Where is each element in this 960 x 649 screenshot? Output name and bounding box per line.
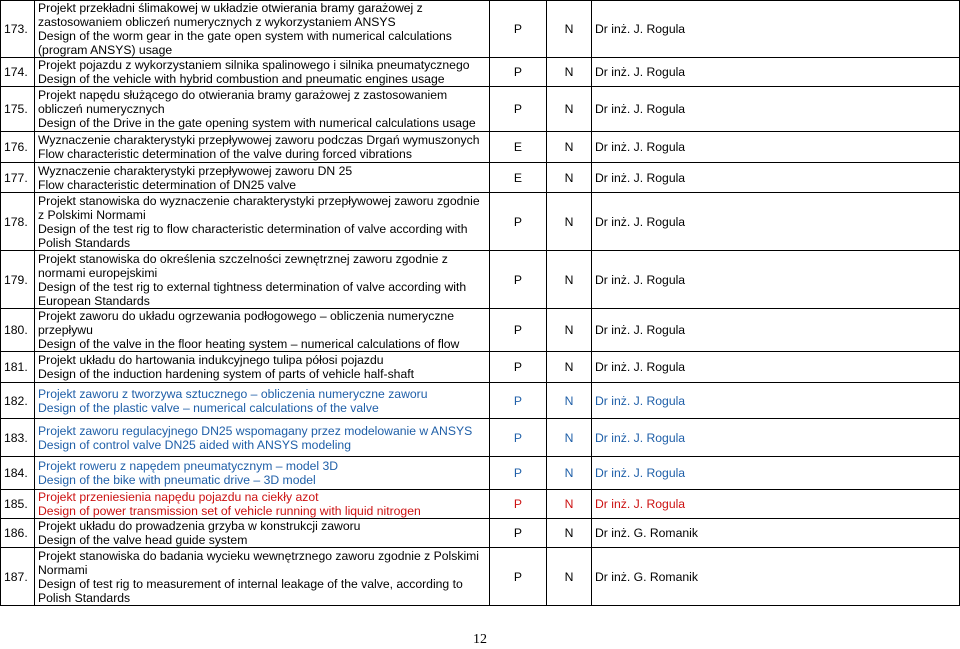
table-row [1,163,960,193]
supervisor: Dr inż. J. Rogula [592,251,960,309]
topic-english: Design of the vehicle with hybrid combustion and pneumatic engines usage [38,72,445,86]
language-code: P [490,193,547,251]
language-code: P [490,419,547,457]
topic-polish: Projekt przekładni ślimakowej w układzie otwierania bramy garażowej z zastosowaniem obliczeń numerycznych z wykorzystaniem ANSYS [38,1,423,29]
type-code: N [547,1,592,58]
row-number: 178. [1,193,35,251]
topic-english: Design of the valve head guide system [38,533,248,547]
type-code: N [547,383,592,419]
row-number: 182. [1,383,35,419]
language-code: E [490,163,547,193]
topic-english: Design of test rig to measurement of internal leakage of the valve, according to Polish Standards [38,576,463,605]
topic-english: Design of the valve in the floor heating system – numerical calculations of flow [38,337,460,351]
type-code: N [547,490,592,519]
topic-cell [35,309,490,352]
topic-english: Design of the Drive in the gate opening system with numerical calculations usage [38,116,476,130]
table-row [1,1,960,58]
topic-english: Design of control valve DN25 aided with ANSYS modeling [38,437,351,452]
language-code: P [490,490,547,519]
supervisor: Dr inż. J. Rogula [592,87,960,132]
topic-english: Flow characteristic determination of the valve during forced vibrations [38,147,412,161]
table-row [1,352,960,383]
topic-polish: Projekt układu do prowadzenia grzyba w konstrukcji zaworu [38,519,361,533]
supervisor: Dr inż. G. Romanik [592,519,960,548]
topic-polish: Projekt zaworu do układu ogrzewania podłogowego – obliczenia numeryczne przepływu [38,309,454,337]
row-number: 176. [1,132,35,163]
topic-polish: Wyznaczenie charakterystyki przepływowej zaworu podczas Drgań wymuszonych [38,133,480,147]
supervisor: Dr inż. J. Rogula [592,193,960,251]
topic-english: Design of the bike with pneumatic drive – 3D model [38,473,316,487]
language-code: P [490,457,547,490]
topic-cell [35,87,490,132]
language-code: P [490,309,547,352]
supervisor: Dr inż. J. Rogula [592,419,960,457]
row-number: 175. [1,87,35,132]
topic-cell [35,419,490,457]
type-code: N [547,519,592,548]
supervisor: Dr inż. J. Rogula [592,457,960,490]
topic-polish: Wyznaczenie charakterystyki przepływowej zaworu DN 25 [38,163,353,178]
language-code: P [490,519,547,548]
topic-cell [35,163,490,193]
table-row [1,383,960,419]
type-code: N [547,419,592,457]
type-code: N [547,309,592,352]
topic-polish: Projekt stanowiska do wyznaczenie charakterystyki przepływowej zaworu zgodnie z Polskimi Normami [38,193,480,222]
topic-english: Flow characteristic determination of DN25 valve [38,177,297,192]
language-code: P [490,548,547,606]
page-number: 12 [473,632,487,647]
type-code: N [547,87,592,132]
language-code: P [490,87,547,132]
topic-cell [35,193,490,251]
table-row [1,457,960,490]
row-number: 183. [1,419,35,457]
table-row [1,87,960,132]
topic-polish: Projekt napędu służącego do otwierania bramy garażowej z zastosowaniem obliczeń numerycznych [38,88,448,116]
table-row [1,193,960,251]
language-code: P [490,383,547,419]
topic-polish: Projekt stanowiska do badania wycieku wewnętrznego zaworu zgodnie z Polskimi Normami [38,548,480,577]
row-number: 181. [1,352,35,383]
table-row [1,490,960,519]
table-row [1,309,960,352]
supervisor: Dr inż. J. Rogula [592,163,960,193]
type-code: N [547,132,592,163]
type-code: N [547,251,592,309]
table-row [1,519,960,548]
supervisor: Dr inż. J. Rogula [592,383,960,419]
type-code: N [547,58,592,87]
topic-english: Design of the induction hardening system of parts of vehicle half-shaft [38,367,414,381]
topic-cell [35,251,490,309]
table-row [1,132,960,163]
topic-polish: Projekt roweru z napędem pneumatycznym – model 3D [38,459,339,473]
topic-polish: Projekt pojazdu z wykorzystaniem silnika spalinowego i silnika pneumatycznego [38,58,470,72]
topic-cell [35,383,490,419]
type-code: N [547,193,592,251]
table-row [1,548,960,606]
row-number: 184. [1,457,35,490]
supervisor: Dr inż. J. Rogula [592,352,960,383]
table-row [1,251,960,309]
topic-english: Design of the worm gear in the gate open system with numerical calculations (program ANSYS) usage [38,29,452,57]
supervisor: Dr inż. J. Rogula [592,309,960,352]
topic-cell [35,490,490,519]
topic-cell [35,132,490,163]
row-number: 186. [1,519,35,548]
topic-english: Design of the test rig to external tightness determination of valve according with European Standards [38,279,467,308]
row-number: 177. [1,163,35,193]
row-number: 179. [1,251,35,309]
topic-cell [35,58,490,87]
type-code: N [547,163,592,193]
row-number: 173. [1,1,35,58]
topic-cell [35,352,490,383]
row-number: 180. [1,309,35,352]
language-code: P [490,58,547,87]
row-number: 185. [1,490,35,519]
topic-cell [35,1,490,58]
topic-polish: Projekt zaworu regulacyjnego DN25 wspomagany przez modelowanie w ANSYS [38,423,473,438]
supervisor: Dr inż. G. Romanik [592,548,960,606]
language-code: P [490,352,547,383]
topic-english: Design of power transmission set of vehicle running with liquid nitrogen [38,504,421,518]
supervisor: Dr inż. J. Rogula [592,1,960,58]
topic-cell [35,519,490,548]
topic-polish: Projekt stanowiska do określenia szczelności zewnętrznej zaworu zgodnie z normami europejskimi [38,251,448,280]
supervisor: Dr inż. J. Rogula [592,132,960,163]
table-row [1,419,960,457]
table-row [1,58,960,87]
supervisor: Dr inż. J. Rogula [592,490,960,519]
topic-cell [35,457,490,490]
topic-polish: Projekt zaworu z tworzywa sztucznego – obliczenia numeryczne zaworu [38,386,428,401]
type-code: N [547,548,592,606]
row-number: 187. [1,548,35,606]
topic-polish: Projekt przeniesienia napędu pojazdu na ciekły azot [38,490,319,504]
row-number: 174. [1,58,35,87]
type-code: N [547,457,592,490]
language-code: P [490,1,547,58]
topic-polish: Projekt układu do hartowania indukcyjnego tulipa półosi pojazdu [38,353,384,367]
supervisor: Dr inż. J. Rogula [592,58,960,87]
language-code: P [490,251,547,309]
topic-cell [35,548,490,606]
language-code: E [490,132,547,163]
topic-english: Design of the test rig to flow characteristic determination of valve according with Polish Standards [38,221,468,250]
type-code: N [547,352,592,383]
topic-english: Design of the plastic valve – numerical calculations of the valve [38,400,379,415]
